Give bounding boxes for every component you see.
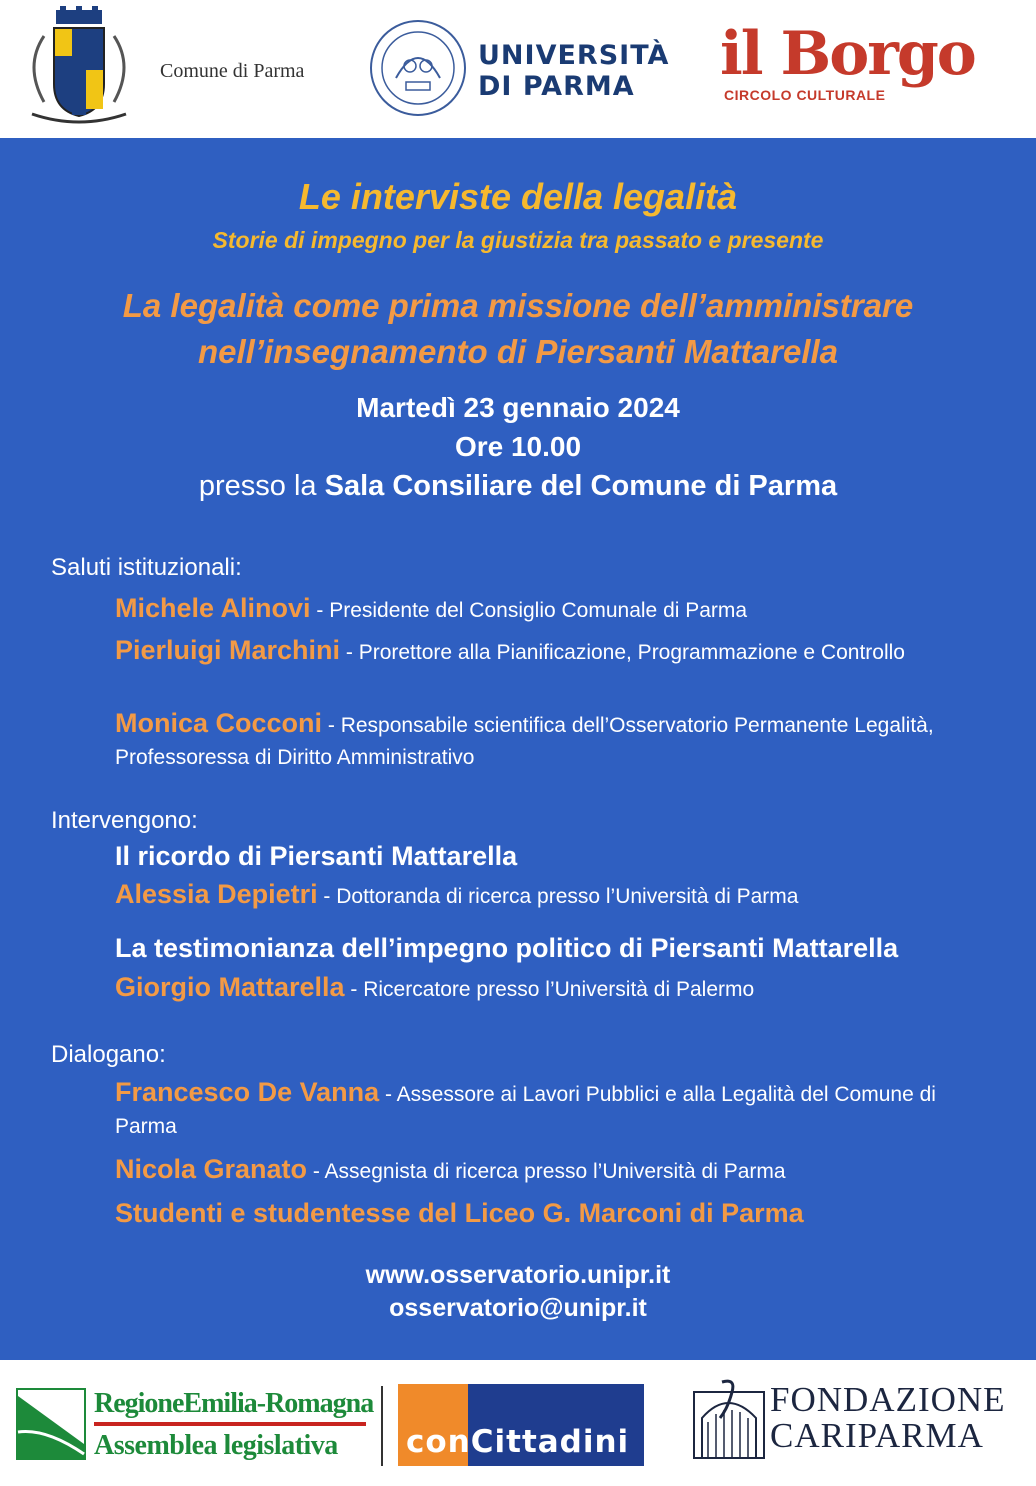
speaker-name: Pierluigi Marchini bbox=[115, 635, 341, 665]
event-date: Martedì 23 gennaio 2024 bbox=[356, 392, 680, 423]
header-logos bbox=[0, 0, 1036, 138]
universita-seal-icon bbox=[366, 18, 470, 118]
event-venue bbox=[0, 470, 1036, 503]
venue-prefix: presso la bbox=[198, 470, 325, 502]
dialogo-heading: Dialogano: bbox=[51, 1041, 166, 1068]
speaker-role: - Responsabile scientifica dell’Osservatorio Permanente Legalità, Professoressa di Diritto Amministrativo bbox=[115, 714, 934, 769]
dialogo-item bbox=[115, 1153, 995, 1188]
speaker-role: - Ricercatore presso l’Università di Palermo bbox=[344, 978, 755, 1001]
saluti-heading: Saluti istituzionali: bbox=[51, 554, 242, 581]
regione-line1: RegioneEmilia-Romagna bbox=[94, 1388, 374, 1419]
series-subtitle: Storie di impegno per la giustizia tra passato e presente bbox=[212, 227, 824, 253]
comune-label: Comune di Parma bbox=[160, 60, 305, 82]
universita-label bbox=[478, 40, 669, 102]
interventi-heading: Intervengono: bbox=[51, 807, 198, 834]
event-poster-body bbox=[0, 138, 1036, 1360]
speaker-name: Giorgio Mattarella bbox=[115, 972, 345, 1002]
comune-parma-crest-icon bbox=[14, 6, 144, 130]
concittadini-logo bbox=[398, 1384, 644, 1466]
speaker-role: - Prorettore alla Pianificazione, Programmazione e Controllo bbox=[340, 641, 905, 664]
speaker-name: Nicola Granato bbox=[115, 1154, 308, 1184]
saluti-item bbox=[115, 592, 995, 627]
intervento-item bbox=[115, 971, 995, 1006]
regione-rule bbox=[94, 1422, 366, 1426]
saluti-item bbox=[115, 707, 995, 774]
speaker-name: Michele Alinovi bbox=[115, 593, 311, 623]
intervento-topic: La testimonianza dell’impegno politico di Piersanti Mattarella bbox=[115, 933, 899, 963]
speaker-name: Monica Cocconi bbox=[115, 708, 323, 738]
speaker-name: Alessia Depietri bbox=[115, 879, 318, 909]
universita-line2: DI PARMA bbox=[478, 71, 635, 102]
website-link[interactable]: www.osservatorio.unipr.it bbox=[365, 1261, 671, 1289]
students-line: Studenti e studentesse del Liceo G. Marconi di Parma bbox=[115, 1198, 804, 1228]
fondazione-line1: FONDAZIONE bbox=[770, 1380, 1006, 1419]
venue-name: Sala Consiliare del Comune di Parma bbox=[324, 470, 838, 502]
fondazione-line2: CARIPARMA bbox=[770, 1416, 984, 1455]
event-time: Ore 10.00 bbox=[454, 431, 582, 462]
borgo-logo-title: il Borgo bbox=[720, 19, 975, 89]
event-title-line1: La legalità come prima missione dell’amministrare bbox=[122, 287, 914, 324]
intervento-topic: Il ricordo di Piersanti Mattarella bbox=[115, 841, 518, 871]
speaker-role: - Presidente del Consiglio Comunale di Parma bbox=[310, 599, 748, 622]
concittadini-label: conCittadini bbox=[406, 1424, 630, 1460]
borgo-subtitle: CIRCOLO CULTURALE bbox=[724, 87, 886, 103]
speaker-role: - Assessore ai Lavori Pubblici e alla Legalità del Comune di Parma bbox=[115, 1083, 936, 1138]
speaker-role: - Assegnista di ricerca presso l’Università di Parma bbox=[307, 1160, 786, 1183]
footer-logos bbox=[0, 1360, 1036, 1486]
series-title: Le interviste della legalità bbox=[298, 176, 738, 217]
email-link[interactable]: osservatorio@unipr.it bbox=[389, 1294, 647, 1322]
footer-divider bbox=[381, 1386, 383, 1466]
speaker-role: - Dottoranda di ricerca presso l’Università di Parma bbox=[317, 885, 799, 908]
regione-flag-icon bbox=[16, 1388, 86, 1460]
event-title-line2: nell’insegnamento di Piersanti Mattarella bbox=[197, 333, 838, 370]
event-title bbox=[0, 283, 1036, 375]
speaker-name: Francesco De Vanna bbox=[115, 1077, 380, 1107]
regione-line2: Assemblea legislativa bbox=[94, 1430, 338, 1461]
dialogo-item bbox=[115, 1076, 995, 1143]
fondazione-mark-icon bbox=[692, 1378, 766, 1460]
saluti-item bbox=[115, 634, 995, 669]
intervento-item bbox=[115, 878, 995, 913]
universita-line1: UNIVERSITÀ bbox=[478, 40, 670, 71]
